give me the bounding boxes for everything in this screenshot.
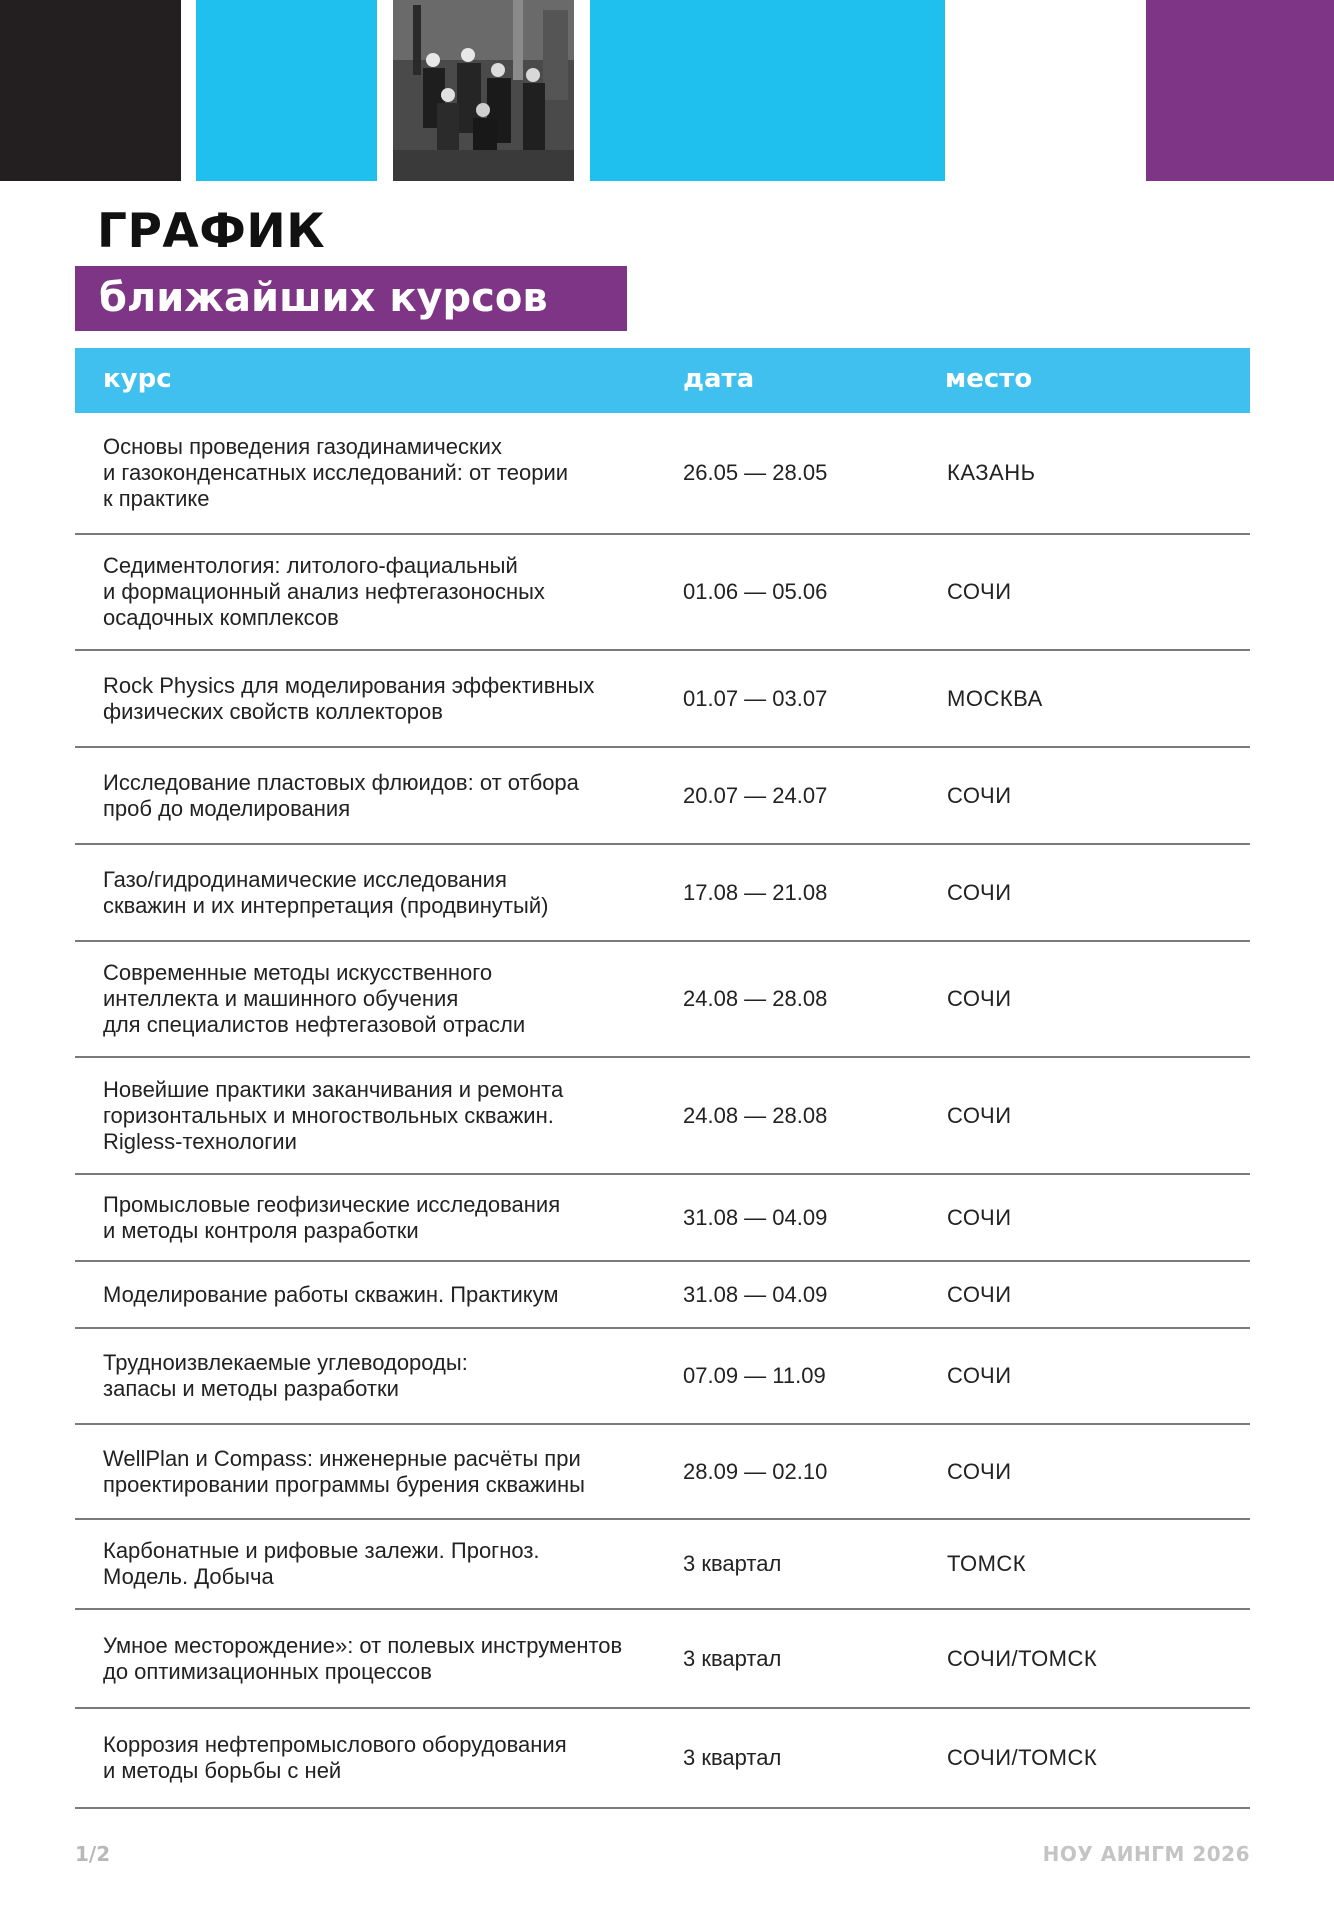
course-place: СОЧИ xyxy=(947,879,1012,905)
course-title: Современные методы искусственного интеллекта и машинного обучения для специалистов нефтегазовой отрасли xyxy=(103,960,526,1037)
course-date: 3 квартал xyxy=(683,1745,782,1770)
course-place: СОЧИ/ТОМСК xyxy=(947,1645,1098,1671)
table-row xyxy=(75,1058,1250,1175)
course-title: Моделирование работы скважин. Практикум xyxy=(103,1281,559,1307)
course-place: СОЧИ xyxy=(947,1102,1012,1128)
table-row xyxy=(75,1329,1250,1425)
workers-photo-icon xyxy=(393,0,574,181)
course-place: ТОМСК xyxy=(947,1551,1027,1576)
course-date: 24.08 — 28.08 xyxy=(683,1102,828,1128)
course-place: СОЧИ xyxy=(947,986,1012,1011)
course-title: Новейшие практики заканчивания и ремонта горизонтальных и многоствольных скважин. Rigless-технологии xyxy=(103,1076,564,1154)
course-date: 20.07 — 24.07 xyxy=(683,782,828,808)
page-title: ГРАФИК xyxy=(97,204,326,259)
table-row xyxy=(75,1175,1250,1262)
table-header xyxy=(75,348,1250,413)
subtitle-banner xyxy=(75,266,627,331)
table-row xyxy=(75,1262,1250,1329)
course-date: 17.08 — 21.08 xyxy=(683,879,828,905)
column-header-course: курс xyxy=(103,364,172,394)
course-place: СОЧИ xyxy=(947,1458,1012,1484)
table-row xyxy=(75,1425,1250,1520)
course-title: Умное месторождение»: от полевых инструментов до оптимизационных процессов xyxy=(103,1632,623,1684)
table-row xyxy=(75,1610,1250,1709)
course-date: 3 квартал xyxy=(683,1551,782,1576)
course-date: 26.05 — 28.05 xyxy=(683,460,828,485)
course-place: СОЧИ/ТОМСК xyxy=(947,1745,1098,1770)
course-title: Газо/гидродинамические исследования скважин и их интерпретация (продвинутый) xyxy=(103,866,549,918)
course-title: Седиментология: литолого-фациальный и формационный анализ нефтегазоносных осадочных комплексов xyxy=(103,553,545,630)
course-title: Rock Physics для моделирования эффективных физических свойств коллекторов xyxy=(103,672,595,724)
decor-block-cyan-wide xyxy=(590,0,945,181)
course-title: Основы проведения газодинамических и газоконденсатных исследований: от теории к практике xyxy=(103,434,569,511)
course-place: СОЧИ xyxy=(947,1363,1012,1388)
header-photo xyxy=(393,0,574,181)
course-place: КАЗАНЬ xyxy=(947,460,1036,485)
course-date: 07.09 — 11.09 xyxy=(683,1363,826,1388)
decor-block-purple xyxy=(1146,0,1334,181)
course-date: 28.09 — 02.10 xyxy=(683,1458,828,1484)
course-date: 31.08 — 04.09 xyxy=(683,1204,828,1230)
table-row xyxy=(75,748,1250,845)
footer-organization: НОУ АИНГМ 2026 xyxy=(1042,1842,1250,1866)
course-title: Трудноизвлекаемые углеводороды: запасы и методы разработки xyxy=(103,1350,468,1401)
course-date: 31.08 — 04.09 xyxy=(683,1281,828,1307)
course-date: 24.08 — 28.08 xyxy=(683,986,828,1011)
table-row xyxy=(75,651,1250,748)
course-title: Коррозия нефтепромыслового оборудования и методы борьбы с ней xyxy=(103,1732,567,1783)
course-table xyxy=(75,413,1250,1809)
course-place: СОЧИ xyxy=(947,1204,1012,1230)
course-title: Карбонатные и рифовые залежи. Прогноз. Модель. Добыча xyxy=(103,1538,540,1589)
column-header-date: дата xyxy=(683,364,755,394)
table-row xyxy=(75,535,1250,651)
course-date: 01.06 — 05.06 xyxy=(683,579,828,604)
course-date: 01.07 — 03.07 xyxy=(683,685,828,711)
course-date: 3 квартал xyxy=(683,1645,782,1671)
course-title: Промысловые геофизические исследования и методы контроля разработки xyxy=(103,1191,561,1243)
course-title: Исследование пластовых флюидов: от отбора проб до моделирования xyxy=(103,769,579,821)
table-row xyxy=(75,1709,1250,1809)
course-title: WellPlan и Compass: инженерные расчёты при проектировании программы бурения скважины xyxy=(103,1445,585,1497)
page-subtitle: ближайших курсов xyxy=(99,275,548,321)
table-row xyxy=(75,1520,1250,1610)
column-header-place: место xyxy=(945,364,1033,394)
decor-block-black xyxy=(0,0,181,181)
course-place: СОЧИ xyxy=(947,782,1012,808)
course-place: МОСКВА xyxy=(947,685,1043,711)
table-row xyxy=(75,413,1250,535)
course-place: СОЧИ xyxy=(947,579,1012,604)
page-number: 1/2 xyxy=(75,1842,111,1866)
table-row xyxy=(75,845,1250,942)
table-row xyxy=(75,942,1250,1058)
decor-block-cyan xyxy=(196,0,377,181)
course-place: СОЧИ xyxy=(947,1281,1012,1307)
